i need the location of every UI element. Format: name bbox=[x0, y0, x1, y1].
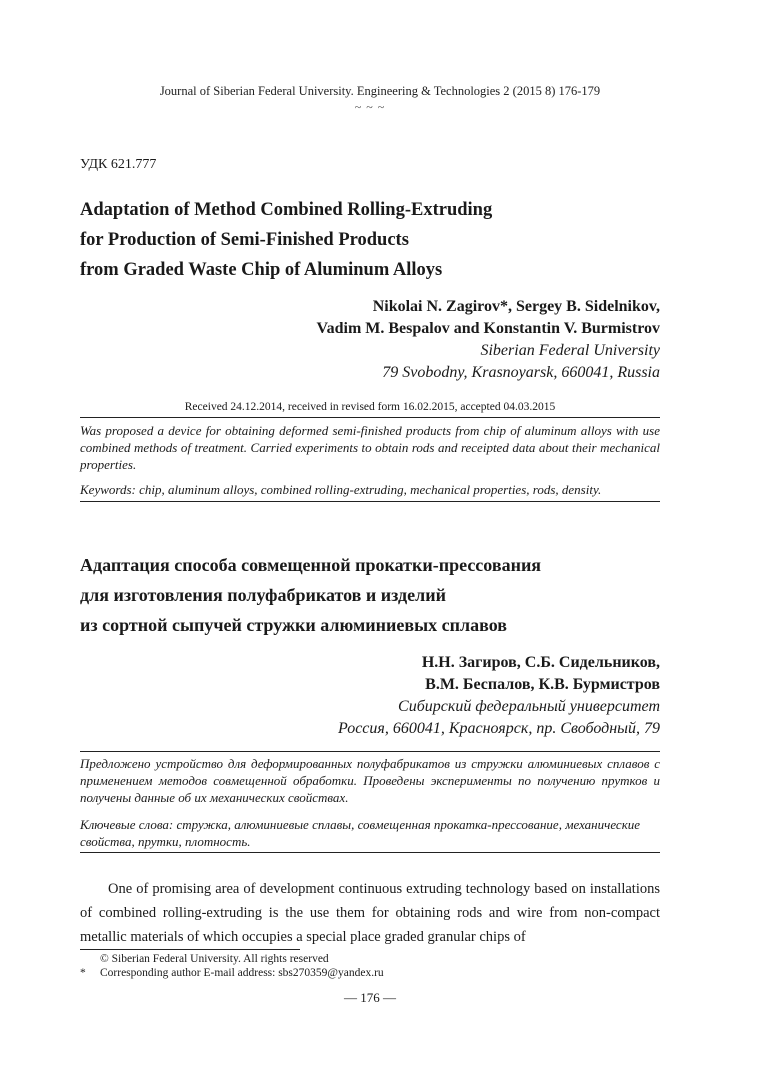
russian-affiliation: Сибирский федеральный университет bbox=[398, 698, 660, 715]
english-title-line: Adaptation of Method Combined Rolling-Extruding bbox=[80, 200, 493, 220]
russian-title-line: из сортной сыпучей стружки алюминиевых сплавов bbox=[80, 615, 507, 635]
footnote-corresponding bbox=[80, 966, 660, 980]
russian-title bbox=[80, 550, 680, 640]
russian-title-line: Адаптация способа совмещенной прокатки-прессования bbox=[80, 555, 542, 575]
footnote-rule bbox=[80, 949, 300, 950]
russian-abstract: Предложено устройство для деформированных полуфабрикатов из стружки алюминиевых сплавов с применением методов совмещенной обработки. Проведены эксперименты по получению прутков и получены данные об их механических свойствах. bbox=[80, 756, 660, 805]
english-title bbox=[80, 195, 670, 285]
english-title-line: from Graded Waste Chip of Aluminum Alloys bbox=[80, 260, 443, 280]
english-authors-line: Nikolai N. Zagirov*, Sergey B. Sidelnikov, bbox=[372, 298, 660, 315]
russian-abstract-bottom-rule bbox=[80, 852, 660, 853]
english-title-line: for Production of Semi-Finished Products bbox=[80, 230, 409, 250]
received-dates: Received 24.12.2014, received in revised form 16.02.2015, accepted 04.03.2015 bbox=[184, 401, 556, 413]
abstract-top-rule bbox=[80, 417, 660, 418]
copyright-text: © Siberian Federal University. All rights reserved bbox=[100, 953, 329, 965]
russian-authors-line: Н.Н. Загиров, С.Б. Сидельников, bbox=[421, 654, 660, 671]
english-authors-block bbox=[100, 296, 660, 384]
footnote-copyright bbox=[80, 952, 660, 966]
body-paragraph: One of promising area of development continuous extruding technology based on installations of combined rolling-extruding is the use them for obtaining rods and wire from non-compact metallic materials of which occupies a special place graded granular chips of bbox=[80, 881, 660, 945]
russian-authors-line: В.М. Беспалов, К.В. Бурмистров bbox=[425, 676, 660, 693]
english-affiliation: Siberian Federal University bbox=[480, 342, 660, 359]
russian-address: Россия, 660041, Красноярск, пр. Свободный, 79 bbox=[338, 720, 660, 737]
english-abstract: Was proposed a device for obtaining deformed semi-finished products from chip of aluminum alloys with use combined methods of treatment. Carried experiments to obtain rods and receipted data about their mechanical properties. bbox=[80, 423, 660, 472]
page-number: — 176 — bbox=[344, 990, 396, 1005]
abstract-bottom-rule bbox=[80, 501, 660, 502]
english-authors-line: Vadim M. Bespalov and Konstantin V. Burmistrov bbox=[316, 320, 660, 337]
russian-keywords: Ключевые слова: стружка, алюминиевые сплавы, совмещенная прокатка-прессование, механические свойства, прутки, плотность. bbox=[80, 817, 641, 849]
corresponding-text: Corresponding author E-mail address: sbs270359@yandex.ru bbox=[100, 967, 384, 979]
udc-code: УДК 621.777 bbox=[80, 157, 157, 172]
footnote-star: * bbox=[80, 967, 86, 979]
russian-authors-block bbox=[100, 652, 660, 740]
journal-header: Journal of Siberian Federal University. Engineering & Technologies 2 (2015 8) 176-179 bbox=[159, 84, 601, 98]
russian-title-line: для изготовления полуфабрикатов и изделий bbox=[80, 585, 446, 605]
header-separator: ~ ~ ~ bbox=[354, 100, 386, 114]
russian-abstract-top-rule bbox=[80, 751, 660, 752]
english-address: 79 Svobodny, Krasnoyarsk, 660041, Russia bbox=[382, 364, 660, 381]
english-keywords: Keywords: chip, aluminum alloys, combined rolling-extruding, mechanical properties, rods, density. bbox=[80, 482, 602, 497]
